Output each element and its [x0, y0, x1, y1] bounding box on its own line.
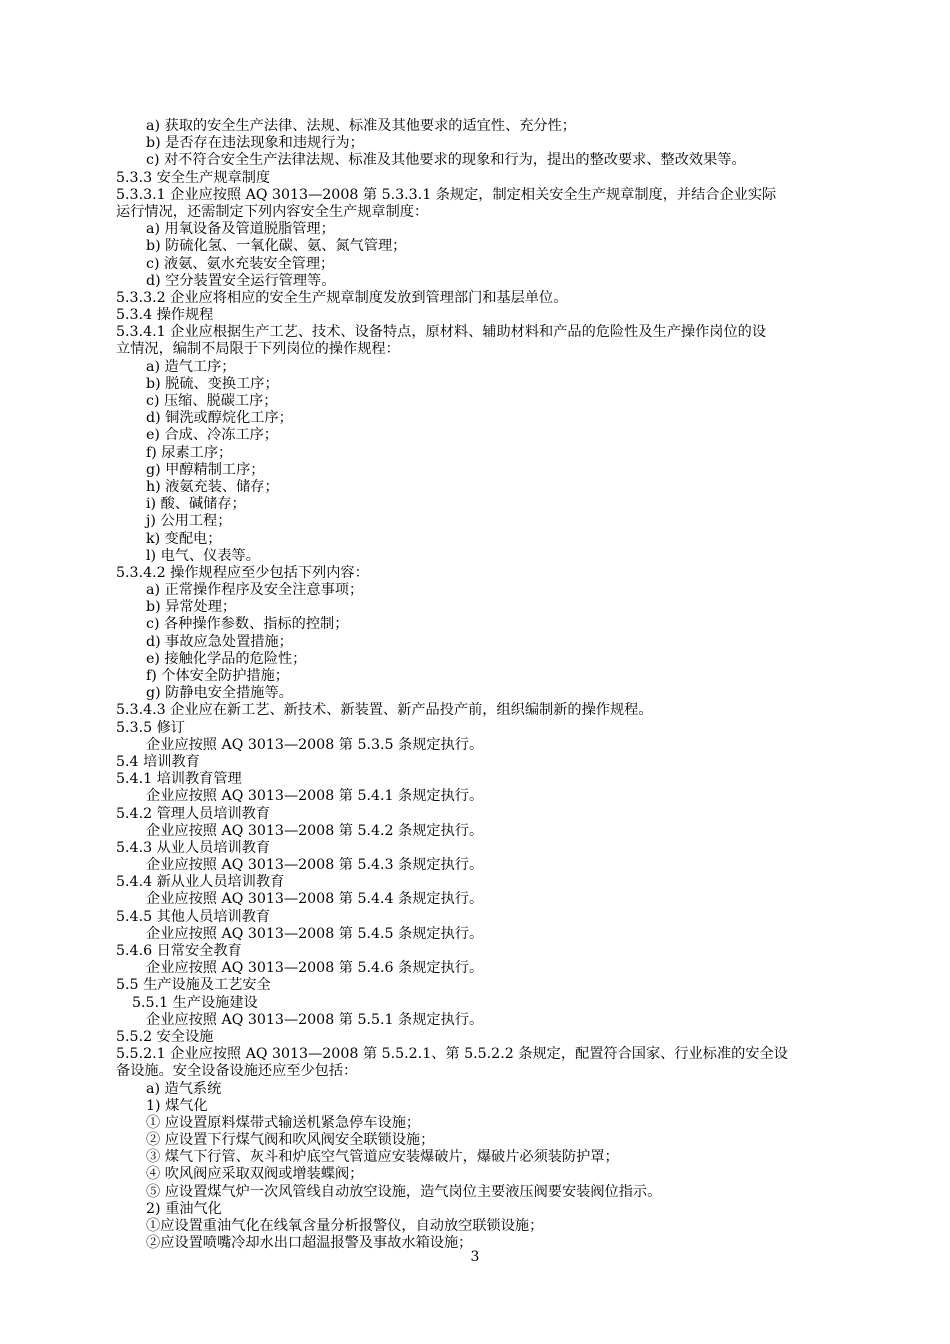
text-line: 5.3.4 操作规程	[116, 307, 214, 324]
text-line: c) 液氨、氨水充装安全管理；	[146, 255, 335, 272]
text-line: 5.5.1 生产设施建设	[132, 994, 258, 1011]
text-line: 企业应按照 AQ 3013—2008 第 5.4.6 条规定执行。	[146, 960, 484, 977]
text-line: d) 事故应急处置措施；	[146, 633, 293, 650]
text-line: c) 各种操作参数、指标的控制；	[146, 616, 349, 633]
text-line: 5.4.2 管理人员培训教育	[116, 805, 271, 822]
text-line: 5.5.2 安全设施	[116, 1028, 214, 1045]
text-line: i) 酸、碱储存；	[146, 496, 246, 513]
text-line: a) 用氧设备及管道脱脂管理；	[146, 221, 335, 238]
text-line: 备设施。安全设备设施还应至少包括：	[116, 1063, 358, 1080]
text-line: 5.4.1 培训教育管理	[116, 771, 242, 788]
text-line: 2) 重油气化	[146, 1200, 222, 1217]
text-line: a) 获取的安全生产法律、法规、标准及其他要求的适宜性、充分性；	[146, 118, 576, 134]
text-line: h) 液氨充装、储存；	[146, 478, 279, 495]
text-line: 5.4.3 从业人员培训教育	[116, 839, 271, 856]
text-line: a) 造气工序；	[146, 358, 236, 375]
text-line: g) 防静电安全措施等。	[146, 685, 293, 702]
text-line: 企业应按照 AQ 3013—2008 第 5.5.1 条规定执行。	[146, 1011, 484, 1028]
text-line: b) 异常处理；	[146, 599, 237, 616]
text-line: j) 公用工程；	[146, 513, 232, 530]
text-line: 5.3.3.1 企业应按照 AQ 3013—2008 第 5.3.3.1 条规定，制定相关安全生产规章制度，并结合企业实际	[116, 186, 777, 203]
text-line: 5.3.3 安全生产规章制度	[116, 169, 271, 186]
text-line: ②应设置喷嘴冷却水出口超温报警及事故水箱设施；	[146, 1235, 473, 1252]
text-line: c) 压缩、脱碳工序；	[146, 393, 278, 409]
text-line: f) 尿素工序；	[146, 444, 233, 461]
text-line: e) 接触化学品的危险性；	[146, 650, 307, 667]
text-line: 企业应按照 AQ 3013—2008 第 5.3.5 条规定执行。	[146, 736, 484, 753]
text-line: a) 造气系统	[146, 1080, 222, 1097]
text-line: 5.4.4 新从业人员培训教育	[116, 874, 285, 891]
text-line: 企业应按照 AQ 3013—2008 第 5.4.5 条规定执行。	[146, 925, 484, 942]
text-line: 企业应按照 AQ 3013—2008 第 5.4.4 条规定执行。	[146, 891, 484, 908]
text-line: 5.5 生产设施及工艺安全	[116, 977, 271, 994]
text-line: 5.3.5 修订	[116, 719, 185, 736]
text-line: 5.4.6 日常安全教育	[116, 943, 242, 959]
text-line: 5.4.5 其他人员培训教育	[116, 908, 271, 925]
text-line: a) 正常操作程序及安全注意事项；	[146, 582, 364, 599]
text-line: e) 合成、冷冻工序；	[146, 427, 278, 444]
text-line: 5.4 培训教育	[116, 753, 200, 770]
text-line: 立情况，编制不局限于下列岗位的操作规程：	[116, 341, 400, 358]
text-line: 企业应按照 AQ 3013—2008 第 5.4.1 条规定执行。	[146, 788, 484, 805]
text-line: 运行情况，还需制定下列内容安全生产规章制度：	[116, 203, 429, 220]
document-body	[116, 118, 876, 1252]
text-line: d) 铜洗或醇烷化工序；	[146, 410, 293, 427]
text-line: 1) 煤气化	[146, 1097, 208, 1114]
text-line: l) 电气、仪表等。	[146, 547, 260, 564]
text-line: g) 甲醇精制工序；	[146, 461, 265, 478]
page-number: 3	[470, 1249, 480, 1265]
text-line: d) 空分装置安全运行管理等。	[146, 272, 336, 289]
text-line: 5.3.4.3 企业应在新工艺、新技术、新装置、新产品投产前，组织编制新的操作规程。	[116, 702, 653, 719]
text-line: ④ 吹风阀应采取双阀或增装蝶阀；	[146, 1166, 364, 1183]
text-line: ① 应设置原料煤带式输送机紧急停车设施；	[146, 1114, 421, 1131]
text-line: 5.5.2.1 企业应按照 AQ 3013—2008 第 5.5.2.1、第 5.5.2.2 条规定，配置符合国家、行业标准的安全设	[116, 1046, 788, 1063]
text-line: 企业应按照 AQ 3013—2008 第 5.4.3 条规定执行。	[146, 857, 484, 874]
text-line: ①应设置重油气化在线氧含量分析报警仪，自动放空联锁设施；	[146, 1218, 544, 1234]
text-line: 企业应按照 AQ 3013—2008 第 5.4.2 条规定执行。	[146, 822, 484, 839]
text-line: ② 应设置下行煤气阀和吹风阀安全联锁设施；	[146, 1132, 435, 1149]
text-line: b) 脱硫、变换工序；	[146, 375, 279, 392]
text-line: 5.3.3.2 企业应将相应的安全生产规章制度发放到管理部门和基层单位。	[116, 289, 568, 306]
text-line: b) 是否存在违法现象和违规行为；	[146, 135, 364, 152]
text-line: b) 防硫化氢、一氧化碳、氨、氮气管理；	[146, 238, 407, 255]
text-line: ⑤ 应设置煤气炉一次风管线自动放空设施，造气岗位主要液压阀要安装阀位指示。	[146, 1183, 662, 1200]
text-line: k) 变配电；	[146, 530, 222, 547]
text-line: 5.3.4.1 企业应根据生产工艺、技术、设备特点，原材料、辅助材料和产品的危险性及生产操作岗位的设	[116, 324, 767, 341]
text-line: f) 个体安全防护措施；	[146, 668, 289, 684]
text-line: 5.3.4.2 操作规程应至少包括下列内容：	[116, 564, 369, 581]
text-line: c) 对不符合安全生产法律法规、标准及其他要求的现象和行为，提出的整改要求、整改效果等。	[146, 152, 746, 169]
text-line: ③ 煤气下行管、灰斗和炉底空气管道应安装爆破片，爆破片必须装防护罩；	[146, 1149, 619, 1166]
